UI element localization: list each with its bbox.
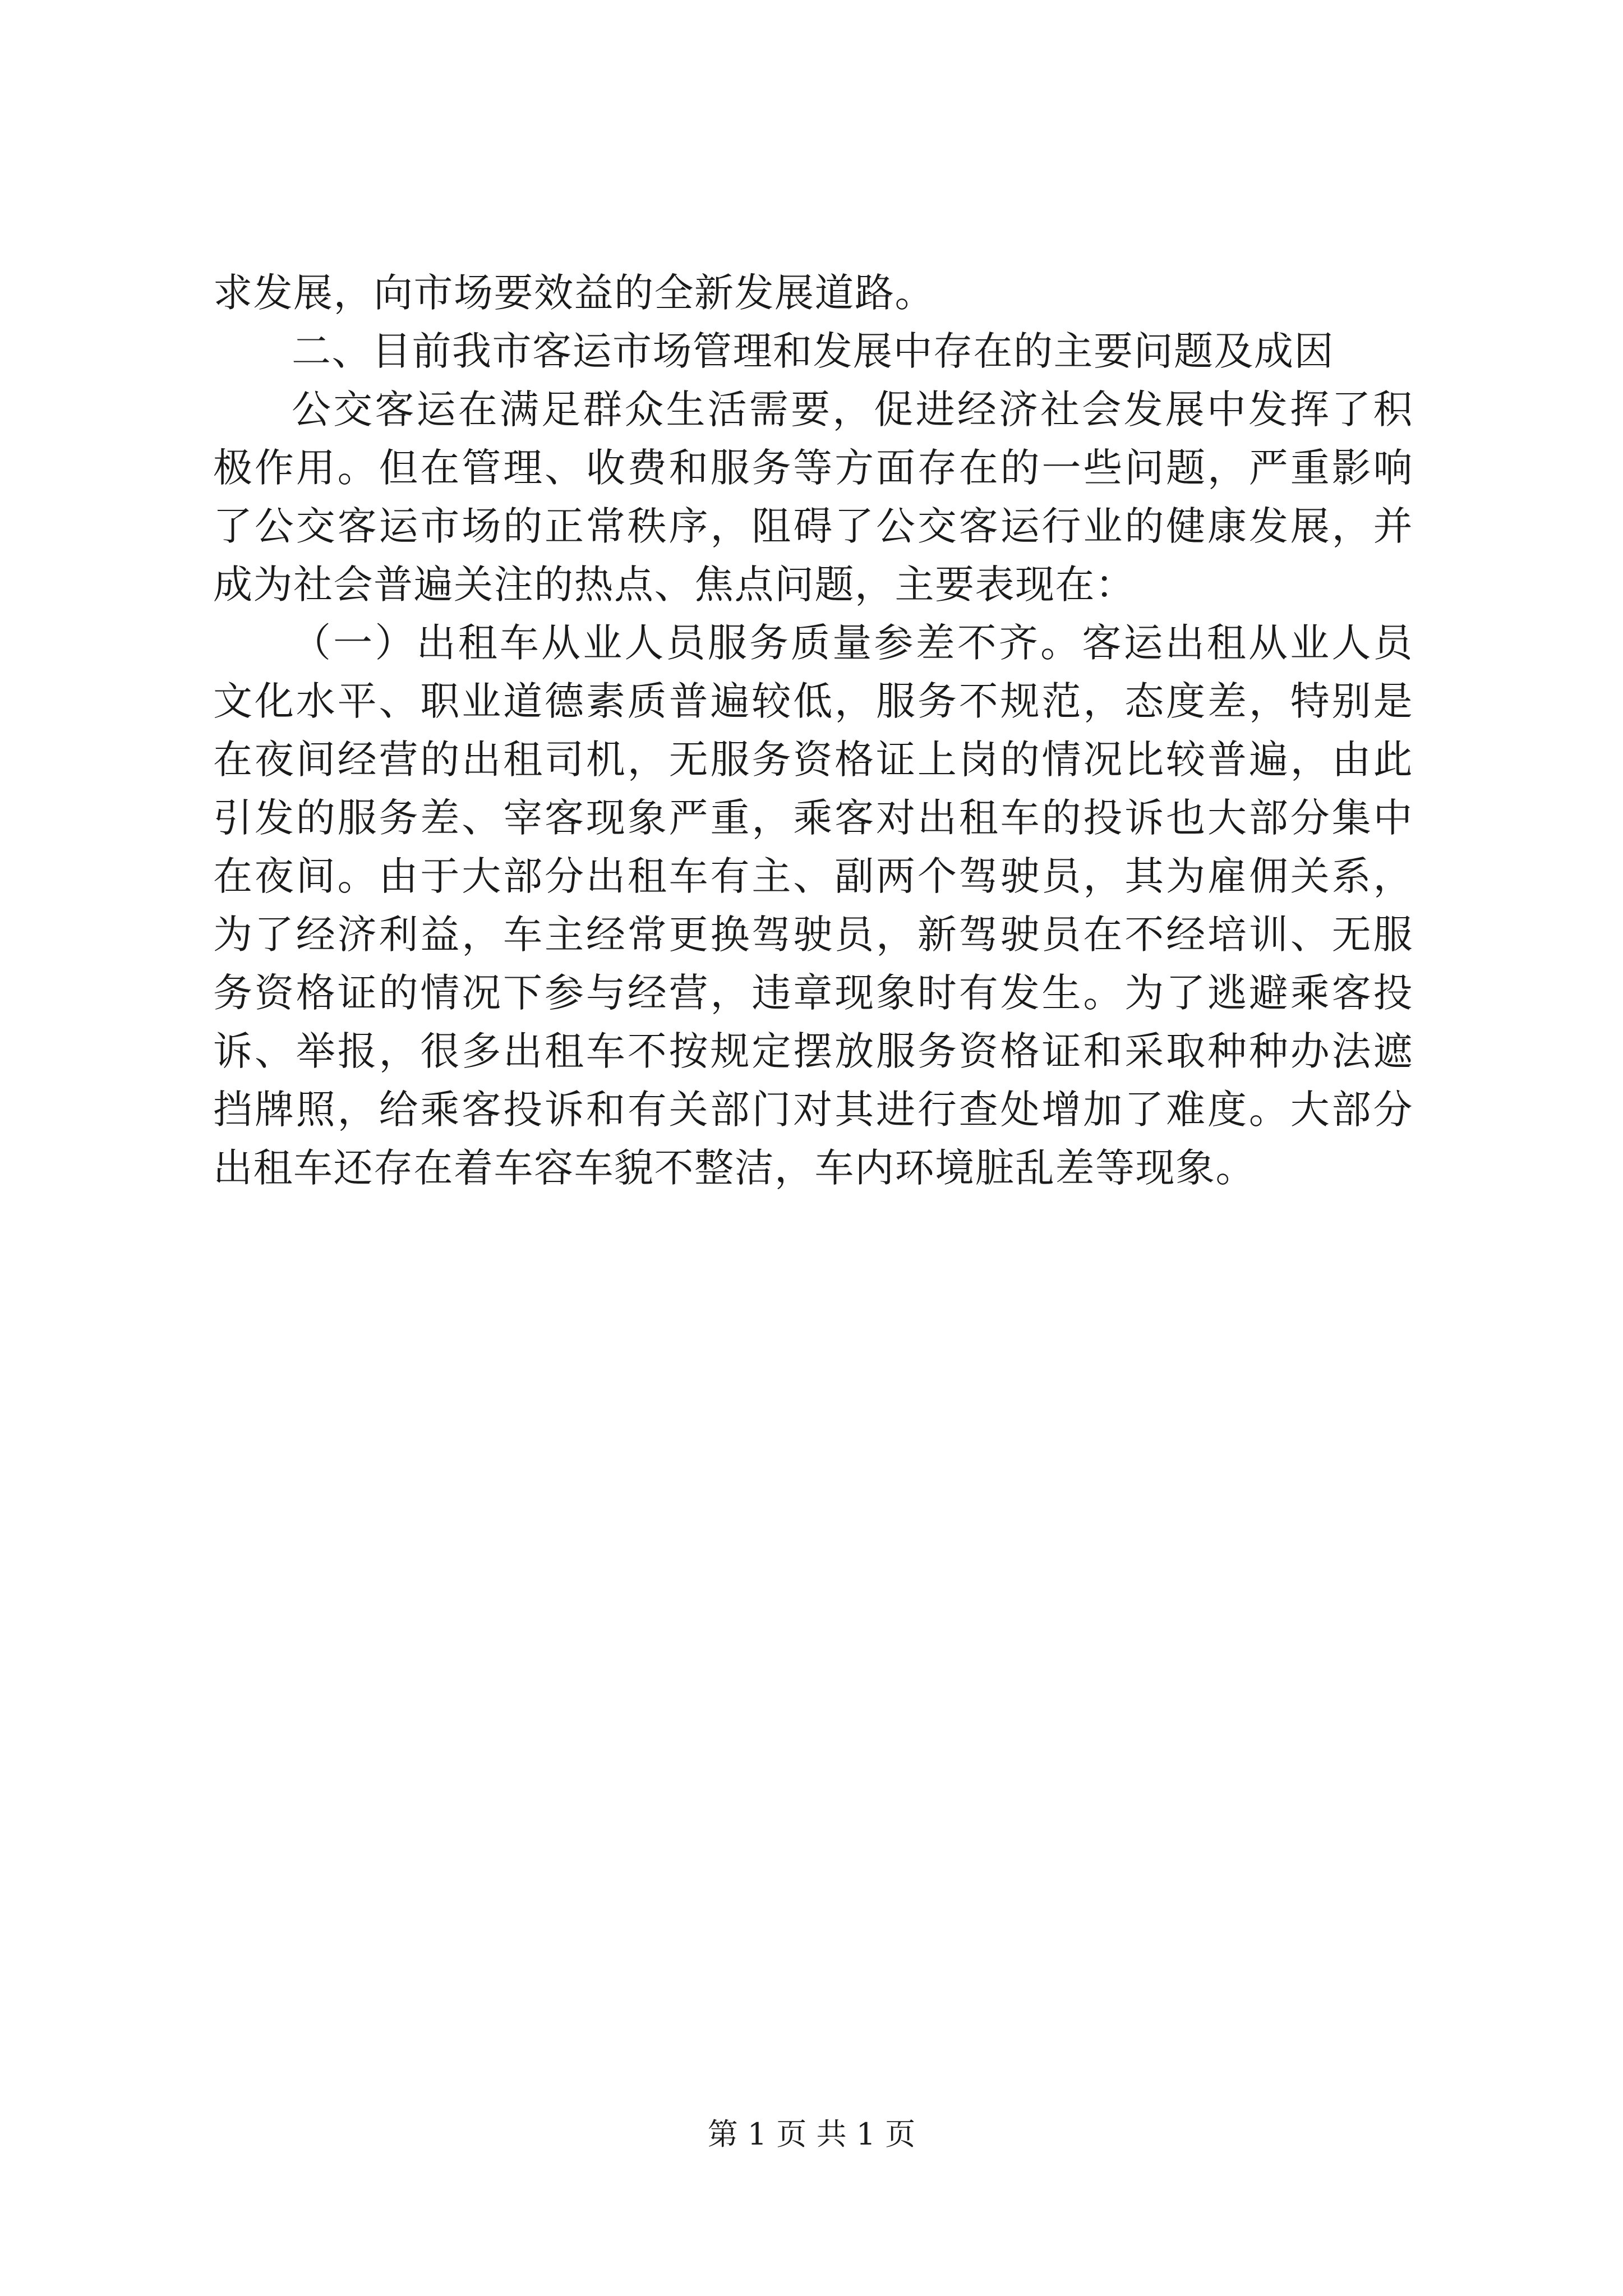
document-body [213,264,1413,1197]
page-footer: 第 1 页 共 1 页 [707,2116,916,2152]
paragraph-intro: 公交客运在满足群众生活需要，促进经济社会发展中发挥了积极作用。但在管理、收费和服务等方面存在的一些问题，严重影响了公交客运市场的正常秩序，阻碍了公交客运行业的健康发展，并成为社会普遍关注的热点、焦点问题，主要表现在： [213,386,1413,608]
section-heading: 二、目前我市客运市场管理和发展中存在的主要问题及成因 [292,328,1334,374]
paragraph-continuation: 求发展，向市场要效益的全新发展道路。 [213,270,935,316]
paragraph-subsection-1: （一）出租车从业人员服务质量参差不齐。客运出租从业人员文化水平、职业道德素质普遍较低，服务不规范，态度差，特别是在夜间经营的出租司机，无服务资格证上岗的情况比较普遍，由此引发的服务差、宰客现象严重，乘客对出租车的投诉也大部分集中在夜间。由于大部分出租车有主、副两个驾驶员，其为雇佣关系，为了经济利益，车主经常更换驾驶员，新驾驶员在不经培训、无服务资格证的情况下参与经营，违章现象时有发生。为了逃避乘客投诉、举报，很多出租车不按规定摆放服务资格证和采取种种办法遮挡牌照，给乘客投诉和有关部门对其进行查处增加了难度。大部分出租车还存在着车容车貌不整洁，车内环境脏乱差等现象。 [213,620,1413,1191]
